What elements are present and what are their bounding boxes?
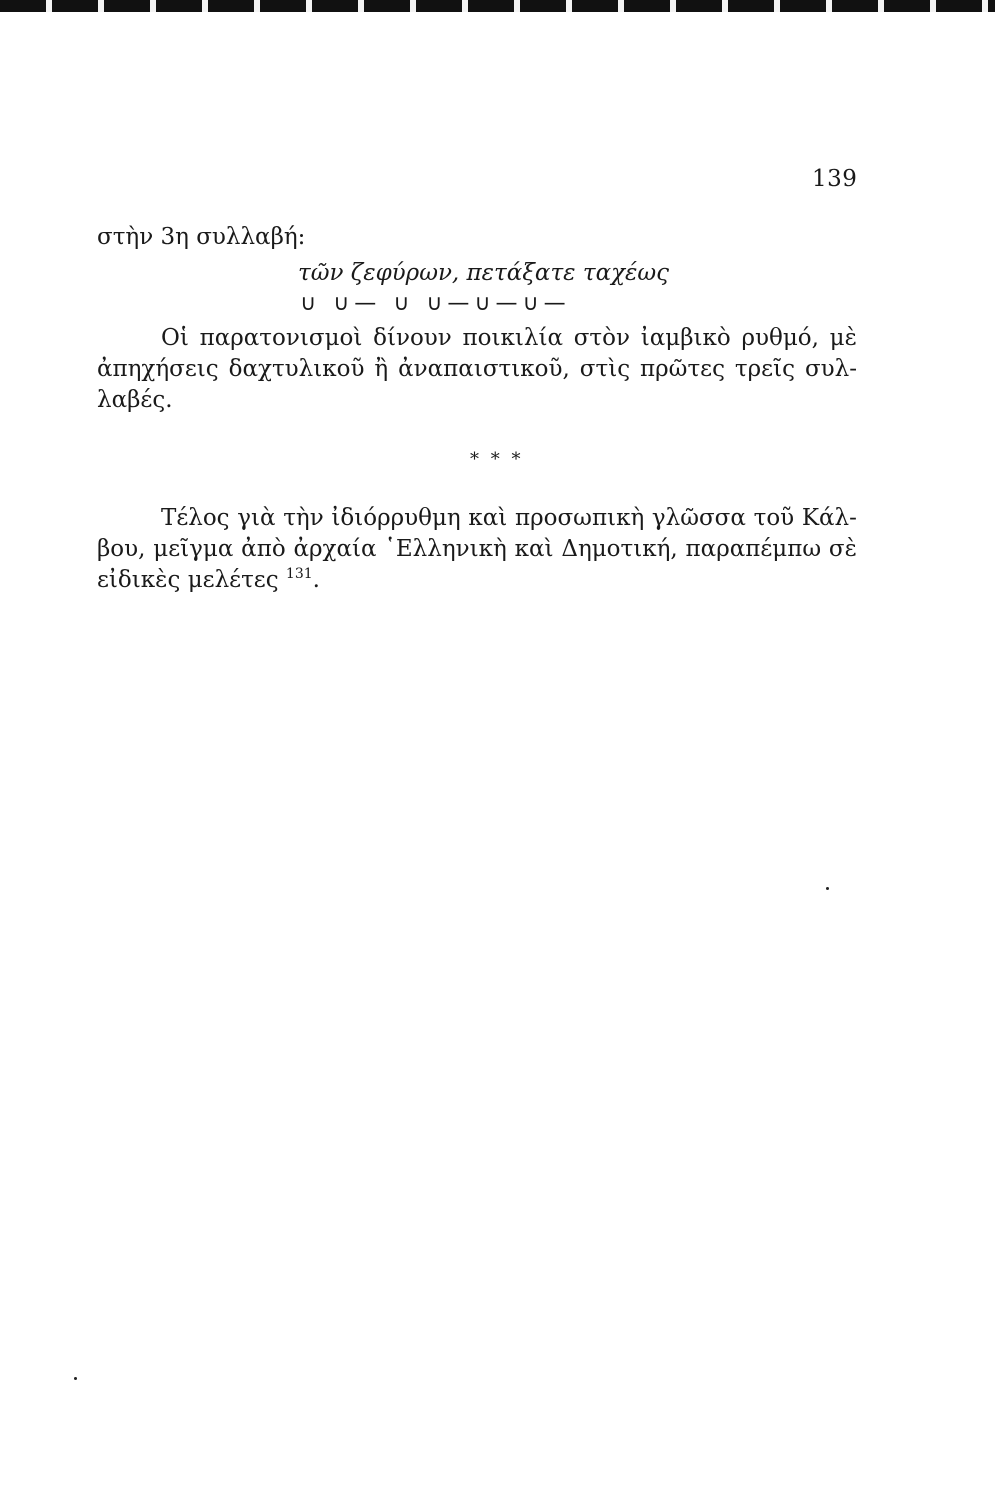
paragraph-1-line-2: ἀπηχήσεις δαχτυλικοῦ ἢ ἀναπαιστικοῦ, στὶς πρῶτες τρεῖς συλ- [97,356,857,382]
page-number: 139 [812,166,858,192]
footnote-reference: 131 [285,566,313,582]
paragraph-1-line-1: Οἱ παρατονισμοὶ δίνουν ποικιλία στὸν ἰαμβικὸ ρυθμό, μὲ [161,325,857,351]
paragraph-2-line-2: βου, μεῖγμα ἀπὸ ἀρχαία ῾Ελληνικὴ καὶ Δημοτική, παραπέμπω σὲ [97,536,857,562]
paragraph-2-line-1: Τέλος γιὰ τὴν ἰδιόρρυθμη καὶ προσωπικὴ γλῶσσα τοῦ Κάλ- [161,505,857,531]
scan-speck [74,1377,77,1380]
paragraph-1-line-3: λαβές. [97,387,173,413]
intro-line: στὴν 3η συλλαβή: [97,224,306,250]
scan-speck [826,887,829,890]
metrical-scheme: ∪ ∪— ∪ ∪—∪—∪— [300,291,571,316]
section-asterism: * * * [470,449,524,470]
verse-quotation: τῶν ζεφύρων, πετάξατε ταχέως [298,260,670,286]
scan-top-edge [0,0,995,12]
paragraph-2-line-3: εἰδικὲς μελέτες $^{131}$. [97,566,320,593]
